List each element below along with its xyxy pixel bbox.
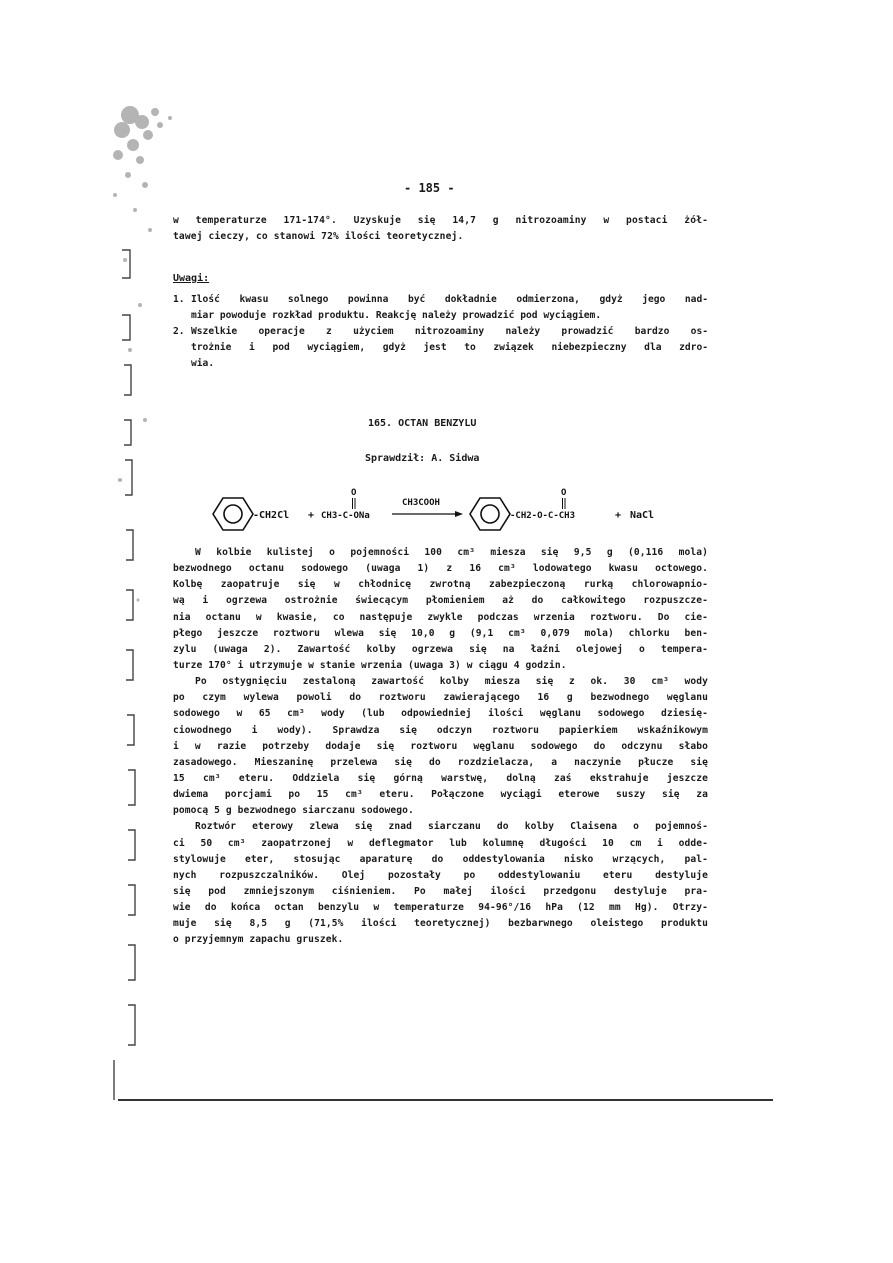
text-line: wie do końca octan benzylu w temperaturze 94-96°/16 hPa (12 mm Hg). Otrzy- bbox=[173, 902, 708, 914]
text-line: wia. bbox=[191, 358, 215, 369]
text-line: Kolbę zaopatruje się w chłodnicę zwrotną zabezpieczoną rurką chlorowapnio- bbox=[173, 579, 708, 591]
page-bottom-edge bbox=[118, 1099, 773, 1101]
carbonyl-oxygen: O bbox=[351, 488, 357, 498]
notes-list bbox=[173, 292, 708, 372]
text-line: ciowodnego i wody). Sprawdza się odczyn roztworu papierkiem wskaźnikowym bbox=[173, 724, 708, 736]
text-line: o przyjemnym zapachu gruszek. bbox=[173, 934, 344, 946]
text-line: pomocą 5 g bezwodnego siarczanu sodowego. bbox=[173, 805, 414, 817]
text-line: w temperaturze 171-174°. Uzyskuje się 14,7 g nitrozoaminy w postaci żół- bbox=[173, 215, 708, 226]
procedure-text bbox=[173, 545, 708, 949]
text-line: Wszelkie operacje z użyciem nitrozoaminy należy prowadzić bardzo os- bbox=[191, 326, 708, 337]
benzene-ring-icon bbox=[470, 498, 510, 530]
text-line: muje się 8,5 g (71,5% ilości teoretycznej) bezbarwnego oleistego produktu bbox=[173, 918, 708, 930]
text-line: zylu (uwaga 2). Zawartość kolby ogrzewa się na łaźni olejowej o tempera- bbox=[173, 643, 708, 655]
text-line: nia octanu w kwasie, co następuje zwykle podczas wrzenia roztworu. Do cie- bbox=[173, 611, 708, 623]
text-line: stylowuje eter, stosując aparaturę do oddestylowania nisko wrzących, pal- bbox=[173, 853, 708, 865]
text-line: dwiema porcjami po 15 cm³ eteru. Połączone wyciągi eterowe suszy się za bbox=[173, 789, 708, 801]
text-line: trożnie i pod wyciągiem, gdyż jest to związek niebezpieczny dla zdro- bbox=[191, 342, 708, 353]
reactant-sodium-acetate: CH3-C-ONa bbox=[321, 511, 370, 521]
page-number: - 185 - bbox=[404, 181, 455, 195]
text-line: Ilość kwasu solnego powinna być dokładnie odmierzona, gdyż jego nad- bbox=[191, 294, 708, 305]
text-line: W kolbie kulistej o pojemności 100 cm³ miesza się 9,5 g (0,116 mola) bbox=[195, 547, 708, 558]
reactant-benzyl-chloride: -CH2Cl bbox=[253, 510, 290, 521]
section-title: 165. OCTAN BENZYLU bbox=[368, 418, 477, 429]
note-item bbox=[173, 292, 708, 324]
byproduct-nacl: NaCl bbox=[630, 510, 655, 521]
plus-sign: + bbox=[615, 510, 622, 521]
text-line: Po ostygnięciu zestaloną zawartość kolby miesza się z ok. 30 cm³ wody bbox=[195, 676, 708, 688]
text-line: Roztwór eterowy zlewa się znad siarczanu do kolby Claisena o pojemnoś- bbox=[195, 821, 708, 833]
text-line: zasadowego. Mieszaninę przelewa się do rozdzielacza, a naczynie płucze się bbox=[173, 756, 708, 768]
text-line: ci 50 cm³ zaopatrzonej w deflegmator lub kolumnę długości 10 cm i odde- bbox=[173, 837, 708, 849]
text-line: i w razie potrzeby dodaje się roztworu węglanu sodowego do odczynu słabo bbox=[173, 740, 708, 752]
text-line: miar powoduje rozkład produktu. Reakcję należy prowadzić pod wyciągiem. bbox=[191, 310, 602, 321]
text-line: nych rozpuszczalników. Olej pozostały po oddestylowaniu eteru destyluje bbox=[173, 869, 708, 881]
text-line: po czym wylewa powoli do roztworu zawierającego 16 g bezwodnego węglanu bbox=[173, 692, 708, 704]
note-number: 2. bbox=[173, 326, 185, 337]
text-line: płego jeszcze roztworu wlewa się 10,0 g (9,1 cm³ 0,079 mola) chlorku ben- bbox=[173, 627, 708, 639]
intro-paragraph bbox=[173, 213, 708, 245]
notes-heading: Uwagi: bbox=[173, 273, 210, 284]
reaction-scheme bbox=[205, 478, 675, 538]
checked-by: Sprawdził: A. Sidwa bbox=[365, 453, 480, 464]
text-line: wą i ogrzewa ostrożnie świecącym płomieniem aż do całkowitego rozpuszcze- bbox=[173, 595, 708, 607]
plus-sign: + bbox=[308, 510, 315, 521]
text-line: turze 170° i utrzymuje w stanie wrzenia (uwaga 3) w ciągu 4 godzin. bbox=[173, 659, 567, 671]
text-line: się pod zmniejszonym ciśnieniem. Po małej ilości przedgonu destyluje pra- bbox=[173, 885, 708, 897]
text-line: bezwodnego octanu sodowego (uwaga 1) z 16 cm³ lodowatego kwasu octowego. bbox=[173, 563, 708, 575]
benzene-ring-icon bbox=[213, 498, 253, 530]
note-item bbox=[173, 324, 708, 372]
text-line: tawej cieczy, co stanowi 72% ilości teoretycznej. bbox=[173, 231, 464, 243]
note-number: 1. bbox=[173, 294, 185, 305]
product-benzyl-acetate: -CH2-O-C-CH3 bbox=[510, 511, 576, 521]
text-line: sodowego w 65 cm³ wody (lub odpowiedniej ilości węglanu sodowego dziesię- bbox=[173, 708, 708, 720]
carbonyl-oxygen: O bbox=[561, 488, 567, 498]
catalyst-label: CH3COOH bbox=[402, 498, 440, 508]
text-line: 15 cm³ eteru. Oddziela się górną warstwę, dolną zaś ekstrahuje jeszcze bbox=[173, 772, 708, 784]
